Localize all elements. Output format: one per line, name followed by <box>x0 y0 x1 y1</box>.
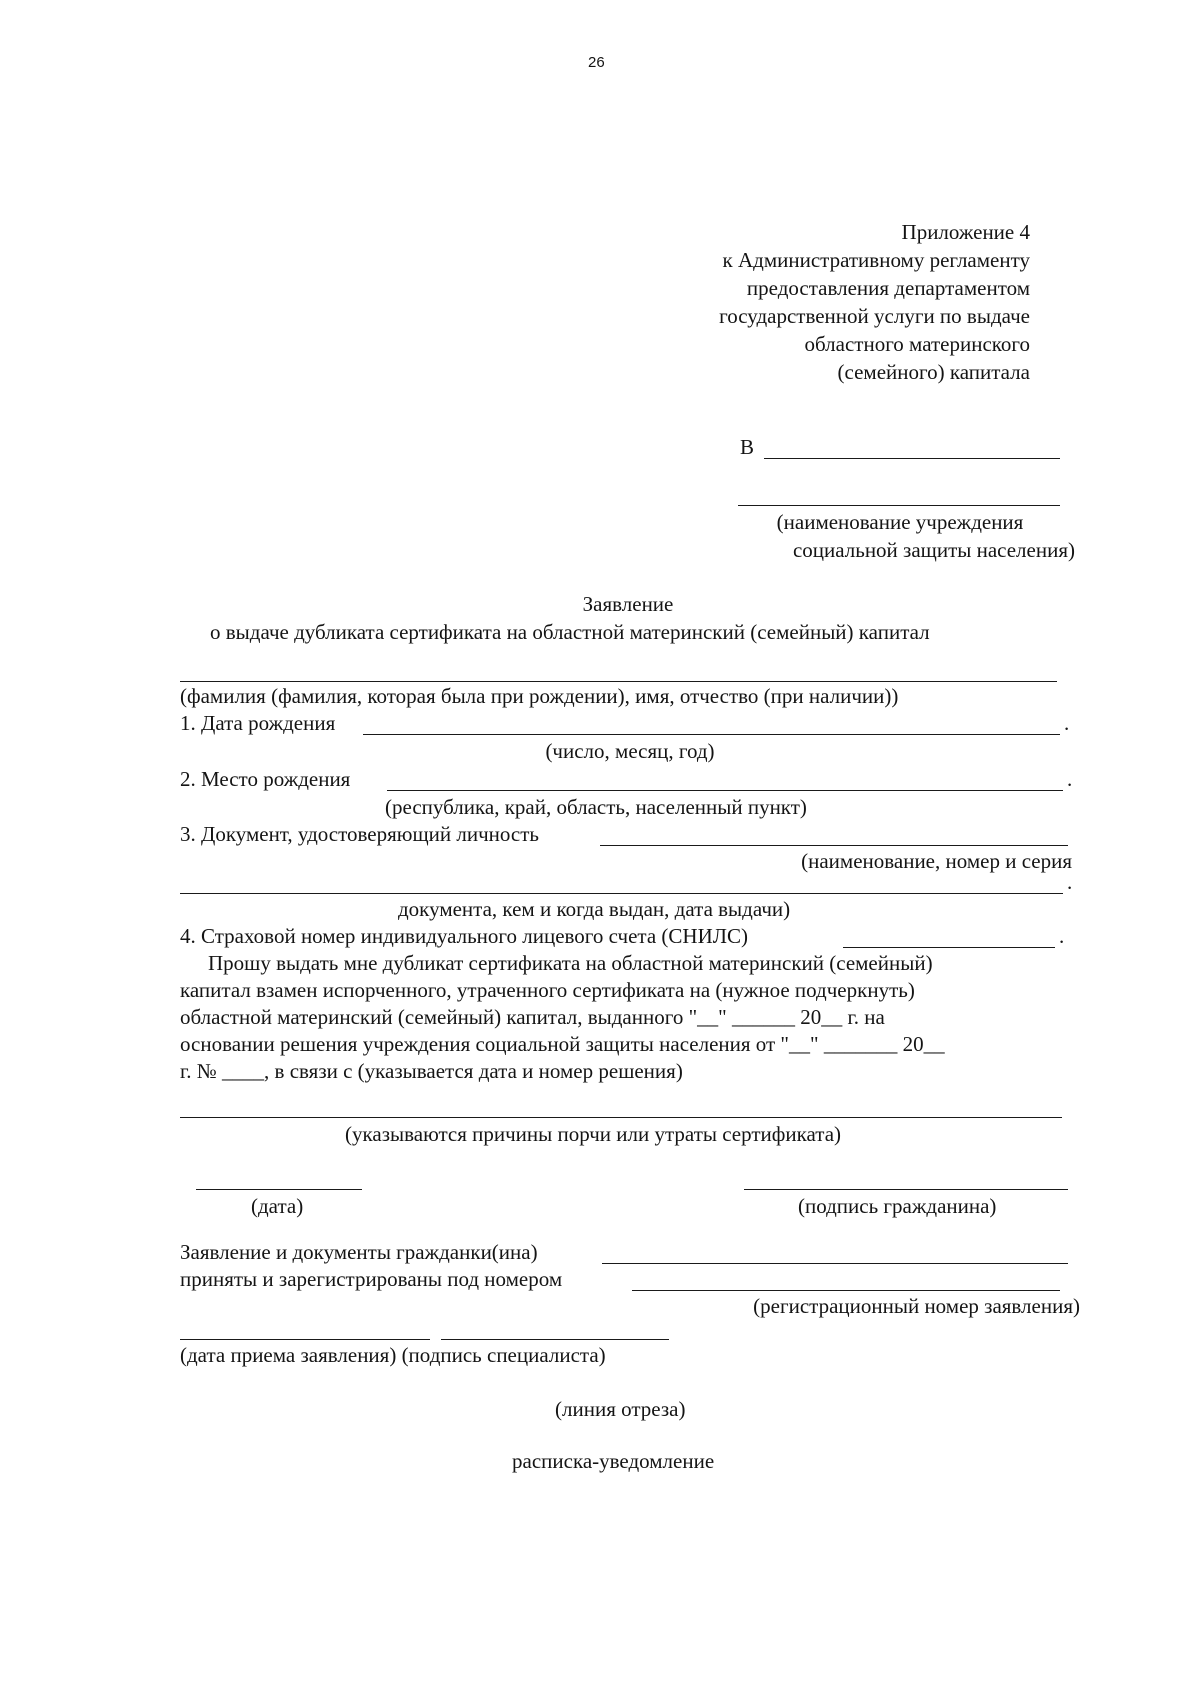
appendix-line: (семейного) капитала <box>837 360 1030 384</box>
birth-place-field[interactable] <box>387 790 1063 791</box>
fio-caption: (фамилия (фамилия, которая была при рождении), имя, отчество (при наличии)) <box>180 684 899 708</box>
birth-place-caption: (республика, край, область, населенный пункт) <box>385 795 807 819</box>
id-doc-field-2[interactable] <box>180 893 1063 894</box>
registration-label: приняты и зарегистрированы под номером <box>180 1267 563 1291</box>
page-number: 26 <box>588 54 605 71</box>
reg-number-field[interactable] <box>632 1290 1060 1291</box>
reason-field[interactable] <box>180 1117 1062 1118</box>
request-line: Прошу выдать мне дубликат сертификата на областной материнский (семейный) <box>208 951 933 975</box>
date-field[interactable] <box>196 1189 362 1190</box>
document-title: Заявление <box>582 592 674 616</box>
request-line: капитал взамен испорченного, утраченного сертификата на (нужное подчеркнуть) <box>180 978 915 1002</box>
fio-field[interactable] <box>180 681 1057 682</box>
appendix-line: к Административному регламенту <box>722 248 1030 272</box>
request-line: г. № ____, в связи с (указывается дата и номер решения) <box>180 1059 683 1083</box>
signature-caption: (подпись гражданина) <box>798 1194 997 1218</box>
bottom-caption: (дата приема заявления) (подпись специалиста) <box>180 1343 606 1367</box>
request-line: основании решения учреждения социальной защиты населения от "__" _______ 20__ <box>180 1032 945 1056</box>
document-subtitle: о выдаче дубликата сертификата на областной материнский (семейный) капитал <box>210 620 930 644</box>
id-doc-caption: (наименование, номер и серия <box>801 849 1072 873</box>
reason-caption: (указываются причины порчи или утраты сертификата) <box>345 1122 842 1146</box>
recipient-prefix: В <box>740 435 755 459</box>
appendix-line: предоставления департаментом <box>746 276 1030 300</box>
birth-date-caption: (число, месяц, год) <box>545 739 715 763</box>
snils-field[interactable] <box>843 947 1055 948</box>
period: . <box>1064 711 1070 735</box>
id-doc-caption: документа, кем и когда выдан, дата выдачи) <box>398 897 791 921</box>
reg-number-caption: (регистрационный номер заявления) <box>753 1294 1080 1318</box>
period: . <box>1067 767 1073 791</box>
recipient-caption: (наименование учреждения <box>776 510 1024 534</box>
birth-date-field[interactable] <box>363 734 1060 735</box>
period: . <box>1067 870 1073 894</box>
receipt-date-field[interactable] <box>180 1339 430 1340</box>
snils-label: 4. Страховой номер индивидуального лицевого счета (СНИЛС) <box>180 924 748 948</box>
recipient-field-2[interactable] <box>738 505 1060 506</box>
receipt-title: расписка-уведомление <box>512 1449 715 1473</box>
request-line: областной материнский (семейный) капитал, выданного "__" ______ 20__ г. на <box>180 1005 885 1029</box>
cut-line-label: (линия отреза) <box>555 1397 686 1421</box>
appendix-line: государственной услуги по выдаче <box>719 304 1030 328</box>
applicant-name-field[interactable] <box>602 1263 1068 1264</box>
recipient-field[interactable] <box>764 458 1060 459</box>
id-doc-field[interactable] <box>600 845 1068 846</box>
registration-label: Заявление и документы гражданки(ина) <box>180 1240 538 1264</box>
date-caption: (дата) <box>251 1194 304 1218</box>
signature-field[interactable] <box>744 1189 1068 1190</box>
birth-place-label: 2. Место рождения <box>180 767 351 791</box>
birth-date-label: 1. Дата рождения <box>180 711 336 735</box>
appendix-line: областного материнского <box>804 332 1030 356</box>
specialist-signature-field[interactable] <box>441 1339 669 1340</box>
recipient-caption: социальной защиты населения) <box>792 538 1075 562</box>
period: . <box>1059 924 1065 948</box>
appendix-title: Приложение 4 <box>901 220 1030 244</box>
id-doc-label: 3. Документ, удостоверяющий личность <box>180 822 539 846</box>
